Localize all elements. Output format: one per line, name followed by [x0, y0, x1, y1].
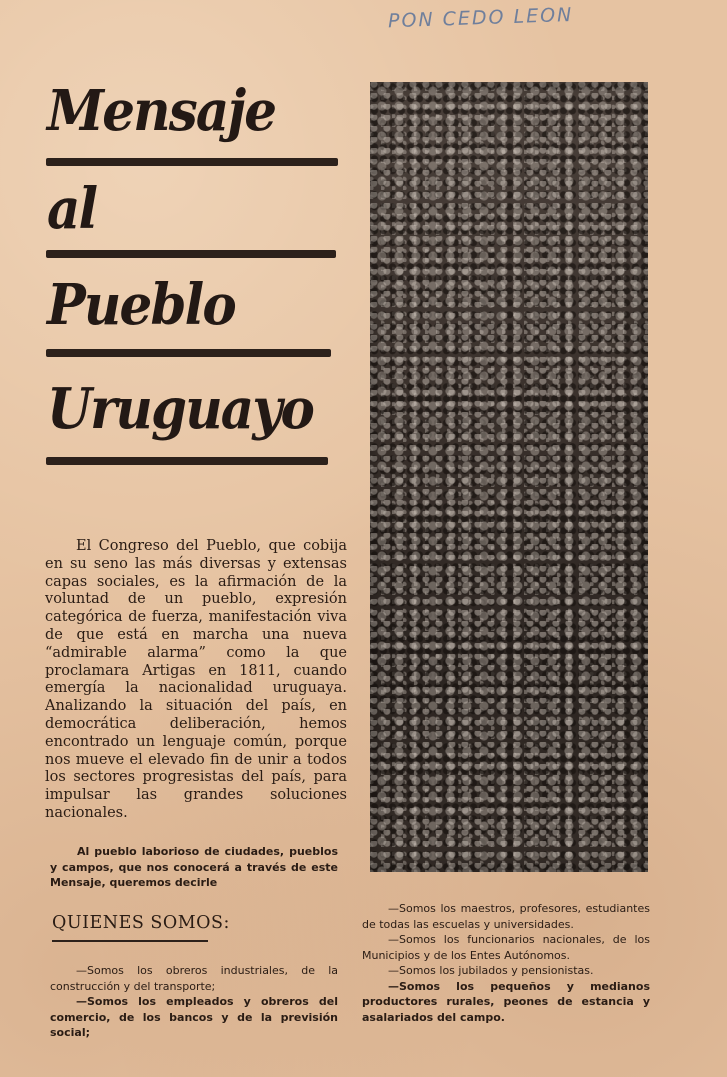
title-line-uruguayo: Uruguayo [47, 376, 313, 442]
title-rule-2 [46, 250, 336, 258]
title-line-mensaje: Mensaje [47, 78, 276, 144]
handwritten-annotation: PON CEDO LEON [387, 3, 574, 33]
title-line-al: al [47, 176, 97, 242]
list-item: —Somos los maestros, profesores, estudiantes de todas las escuelas y universidades. [362, 902, 650, 931]
list-item: —Somos los jubilados y pensionistas. [388, 964, 594, 977]
section-heading: QUIENES SOMOS: [52, 913, 230, 933]
list-item: —Somos los obreros industriales, de la construcción y del transporte; [50, 964, 338, 993]
body-paragraph: El Congreso del Pueblo, que cobija en su seno las más diversas y extensas capas sociales, es la afirmación de la voluntad de un pueblo, expresión categórica de fuerza, manifestación viva de que está en marcha una nueva “admirable alarma” como la que proclamara Artigas en 1811, cuando emergía la nacionalidad uruguaya. Analizando la situación del país, en democrática deliberación, hemos encontrado un lenguaje común, porque nos mueve el elevado fin de unir a todos los sectores progresistas del país, para impulsar las grandes soluciones nacionales. [45, 538, 347, 821]
list-item: —Somos los pequeños y medianos productores rurales, peones de estancia y asalariados del campo. [362, 979, 650, 1024]
title-line-pueblo: Pueblo [47, 272, 235, 338]
section-heading-underline [52, 940, 208, 942]
intro-text: Al pueblo laborioso de ciudades, pueblos y campos, que nos conocerá a través de este Mensaje, queremos decirle [50, 845, 338, 889]
list-item: —Somos los funcionarios nacionales, de los Municipios y de los Entes Autónomos. [362, 933, 650, 962]
right-column-list [362, 901, 650, 1025]
left-column-list [50, 963, 338, 1041]
list-item: —Somos los empleados y obreros del comercio, de los bancos y de la previsión social; [50, 995, 338, 1039]
title-rule-1 [46, 158, 338, 166]
title-rule-4 [46, 457, 328, 465]
crowd-photo [370, 82, 648, 872]
title-rule-3 [46, 349, 331, 357]
